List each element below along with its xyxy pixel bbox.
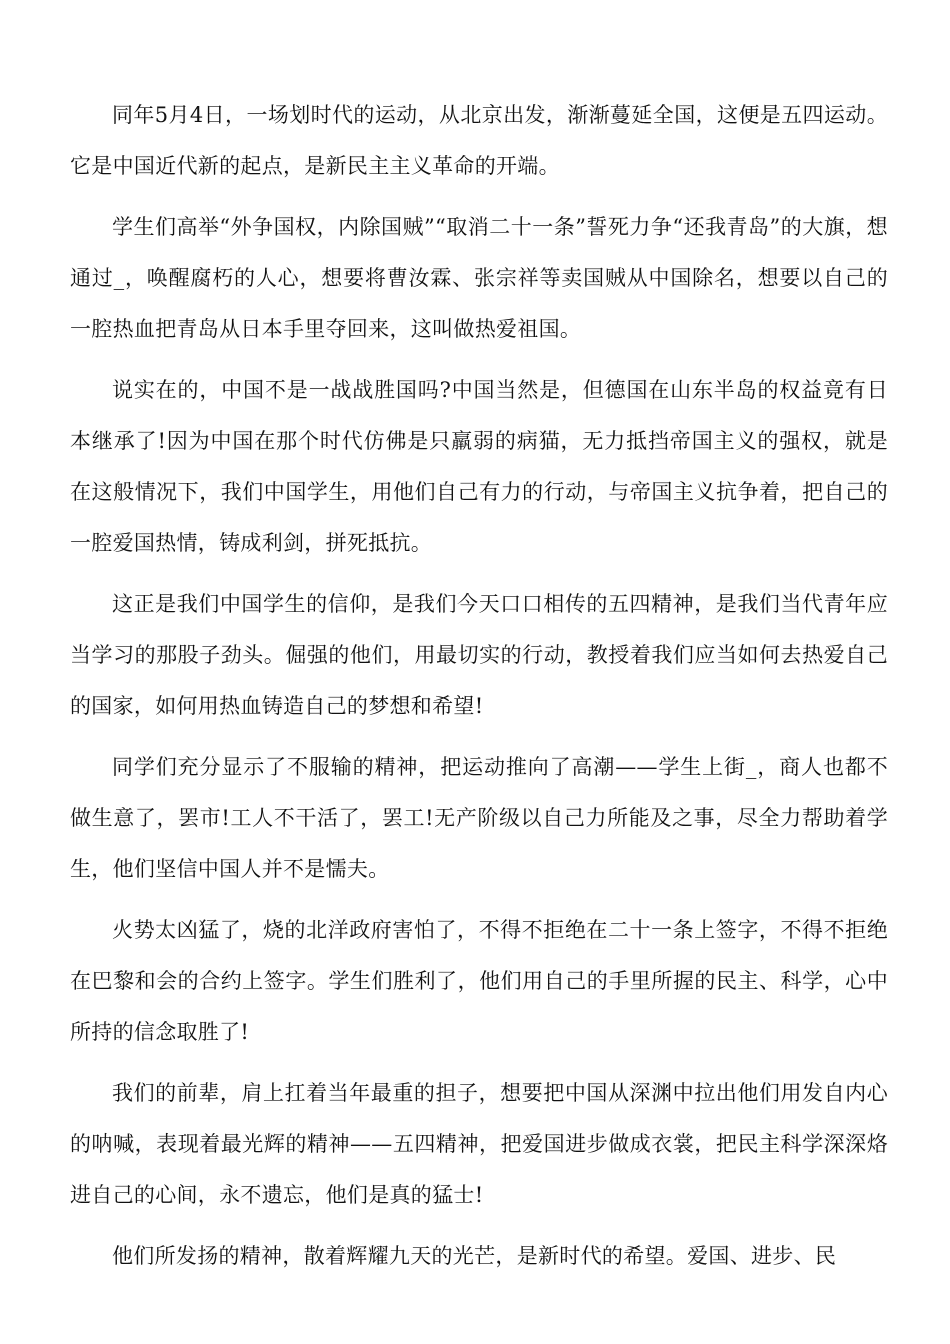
paragraph: 同年5月4日，一场划时代的运动，从北京出发，渐渐蔓延全国，这便是五四运动。它是中国近代新的起点，是新民主主义革命的开端。 [70, 103, 888, 178]
paragraph: 同学们充分显示了不服输的精神，把运动推向了高潮——学生上街_，商人也都不做生意了，罢市!工人不干活了，罢工!无产阶级以自己力所能及之事，尽全力帮助着学生，他们坚信中国人并不是懦夫。 [70, 755, 888, 881]
document-body [70, 90, 888, 1292]
paragraph: 火势太凶猛了，烧的北洋政府害怕了，不得不拒绝在二十一条上签字，不得不拒绝在巴黎和会的合约上签字。学生们胜利了，他们用自己的手里所握的民主、科学，心中所持的信念取胜了! [70, 918, 888, 1044]
paragraph: 这正是我们中国学生的信仰，是我们今天口口相传的五四精神，是我们当代青年应当学习的那股子劲头。倔强的他们，用最切实的行动，教授着我们应当如何去热爱自己的国家，如何用热血铸造自己的梦想和希望! [70, 592, 888, 718]
paragraph: 学生们高举“外争国权，内除国贼”“取消二十一条”誓死力争“还我青岛”的大旗，想通过_，唤醒腐朽的人心，想要将曹汝霖、张宗祥等卖国贼从中国除名，想要以自己的一腔热血把青岛从日本手里夺回来，这叫做热爱祖国。 [70, 215, 888, 341]
paragraph: 他们所发扬的精神，散着辉耀九天的光芒，是新时代的希望。爱国、进步、民 [112, 1244, 837, 1268]
paragraph: 我们的前辈，肩上扛着当年最重的担子，想要把中国从深渊中拉出他们用发自内心的呐喊，表现着最光辉的精神——五四精神，把爱国进步做成衣裳，把民主科学深深烙进自己的心间，永不遗忘，他们是真的猛士! [70, 1081, 888, 1207]
paragraph: 说实在的，中国不是一战战胜国吗?中国当然是，但德国在山东半岛的权益竟有日本继承了!因为中国在那个时代仿佛是只羸弱的病猫，无力抵挡帝国主义的强权，就是在这般情况下，我们中国学生，用他们自己有力的行动，与帝国主义抗争着，把自己的一腔爱国热情，铸成利剑，拼死抵抗。 [70, 378, 888, 555]
